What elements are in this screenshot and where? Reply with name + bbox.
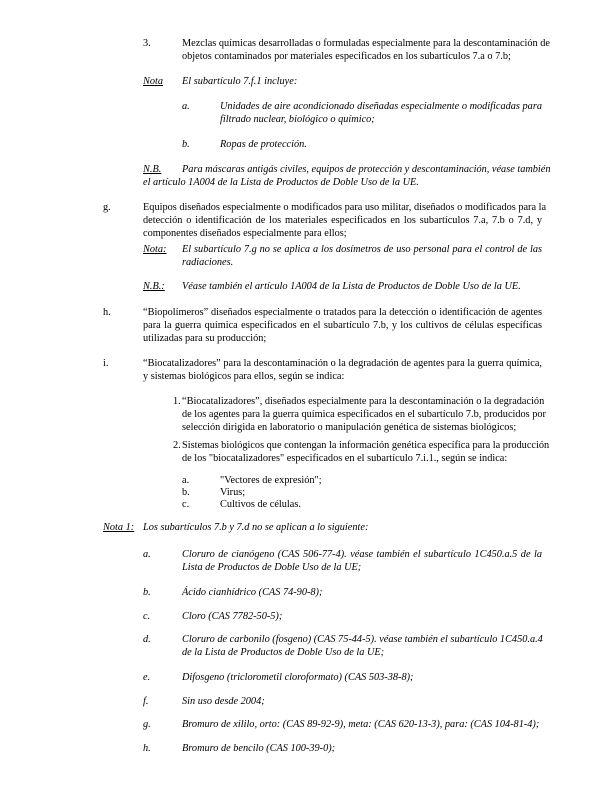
nota-7f1-b-text: Ropas de protección. [220,139,307,150]
nota-1-text: Los subartículos 7.b y 7.d no se aplican a lo siguiente: [143,522,369,533]
item-g-nota-line-1: El subartículo 7.g no se aplica a los dosímetros de uso personal para el control de las [182,244,542,255]
item-i-1-line-3: selección dirigida en laboratorio o manipulación genética de sistemas biológicos; [182,422,517,433]
item-3-number: 3. [143,38,151,49]
item-i-line-1: “Biocatalizadores” para la descontaminación o la degradación de agentes para la guerra química, [143,358,542,369]
item-g-marker: g. [103,202,111,213]
nota-7f1-text: El subartículo 7.f.1 incluye: [182,76,298,87]
nb-7f-line-2: el artículo 1A004 de la Lista de Productos de Doble Uso de la UE. [143,177,419,188]
nota-7f1-a-marker: a. [182,101,190,112]
item-i-line-2: y sistemas biológicos para ellos, según se indica: [143,371,345,382]
nota-1-g-text: Bromuro de xililo, orto: (CAS 89-92-9), meta: (CAS 620-13-3), para: (CAS 104-81-4); [182,719,540,730]
item-g-line-2: detección o identificación de los materiales especificados en los subartículos 7.a, 7.b o 7.d, y [143,215,542,226]
item-3-line-2: objetos contaminados por materiales especificados en los subartículos 7.a o 7.b; [182,51,511,62]
nota-1-d-marker: d. [143,634,151,645]
item-h-marker: h. [103,307,111,318]
item-i-2-line-1: Sistemas biológicos que contengan la información genética específica para la producción [182,440,550,451]
nota-1-f-marker: f. [143,696,149,707]
item-i-1-number: 1. [173,396,181,407]
item-i-2-line-2: de los "biocatalizadores" especificados en el subartículo 7.i.1., según se indica: [182,453,508,464]
item-3-line-1: Mezclas químicas desarrolladas o formuladas especialmente para la descontaminación de [182,38,550,49]
item-i-1-line-1: “Biocatalizadores”, diseñados especialmente para la descontaminación o la degradación [182,396,545,407]
nb-7f-line-1: Para máscaras antigás civiles, equipos de protección y descontaminación, véase también [182,164,551,175]
item-g-nb-label: N.B.: [143,281,165,292]
nota-1-b-marker: b. [143,587,151,598]
nota-1-f-text: Sin uso desde 2004; [182,696,265,707]
item-i-2-a-text: "Vectores de expresión"; [220,475,322,486]
nota-1-g-marker: g. [143,719,151,730]
item-i-marker: i. [103,358,109,369]
nb-7f-label: N.B. [143,164,162,175]
item-g-line-3: componentes diseñados especialmente para ellos; [143,228,347,239]
item-i-2-a-marker: a. [182,475,190,486]
nota-1-label: Nota 1: [103,522,135,533]
nota-1-a-marker: a. [143,549,151,560]
item-g-nota-label: Nota: [143,244,167,255]
nota-1-b-text: Ácido cianhídrico (CAS 74-90-8); [182,587,323,598]
nota-1-h-text: Bromuro de bencilo (CAS 100-39-0); [182,743,336,754]
item-h-line-3: utilizadas para su producción; [143,333,267,344]
nota-1-a-line-2: Lista de Productos de Doble Uso de la UE; [182,562,362,573]
item-g-nota-line-2: radiaciones. [182,257,234,268]
item-i-2-c-text: Cultivos de células. [220,499,301,510]
nota-1-d-line-1: Cloruro de carbonilo (fosgeno) (CAS 75-44-5). véase también el subartículo 1C450.a.4 [182,634,543,645]
item-h-line-1: “Biopolímeros” diseñados especialmente o tratados para la detección o identificación de agentes [143,307,542,318]
item-i-2-b-marker: b. [182,487,190,498]
nota-1-a-line-1: Cloruro de cianógeno (CAS 506-77-4). véase también el subartículo 1C450.a.5 de la [182,549,542,560]
item-g-line-1: Equipos diseñados especialmente o modificados para uso militar, diseñados o modificados para la [143,202,547,213]
nota-7f1-b-marker: b. [182,139,190,150]
item-i-2-b-text: Virus; [220,487,246,498]
item-h-line-2: para la guerra química especificados en el subartículo 7.b, y los cultivos de células específicas [143,320,542,331]
nota-1-h-marker: h. [143,743,151,754]
nota-1-e-text: Difosgeno (triclorometil cloroformato) (CAS 503-38-8); [182,672,414,683]
item-i-1-line-2: de los agentes para la guerra química especificados en el subartículo 7.b, producidos por [182,409,546,420]
item-i-2-number: 2. [173,440,181,451]
item-g-nb-text: Véase también el artículo 1A004 de la Lista de Productos de Doble Uso de la UE. [182,281,521,292]
item-i-2-c-marker: c. [182,499,190,510]
nota-7f1-a-line-1: Unidades de aire acondicionado diseñadas especialmente o modificadas para [220,101,542,112]
nota-7f1-label: Nota [143,76,164,87]
nota-1-d-line-2: de la Lista de Productos de Doble Uso de la UE; [182,647,385,658]
nota-1-c-text: Cloro (CAS 7782-50-5); [182,611,283,622]
nota-1-e-marker: e. [143,672,151,683]
nota-7f1-a-line-2: filtrado nuclear, biológico o químico; [220,114,375,125]
nota-1-c-marker: c. [143,611,151,622]
